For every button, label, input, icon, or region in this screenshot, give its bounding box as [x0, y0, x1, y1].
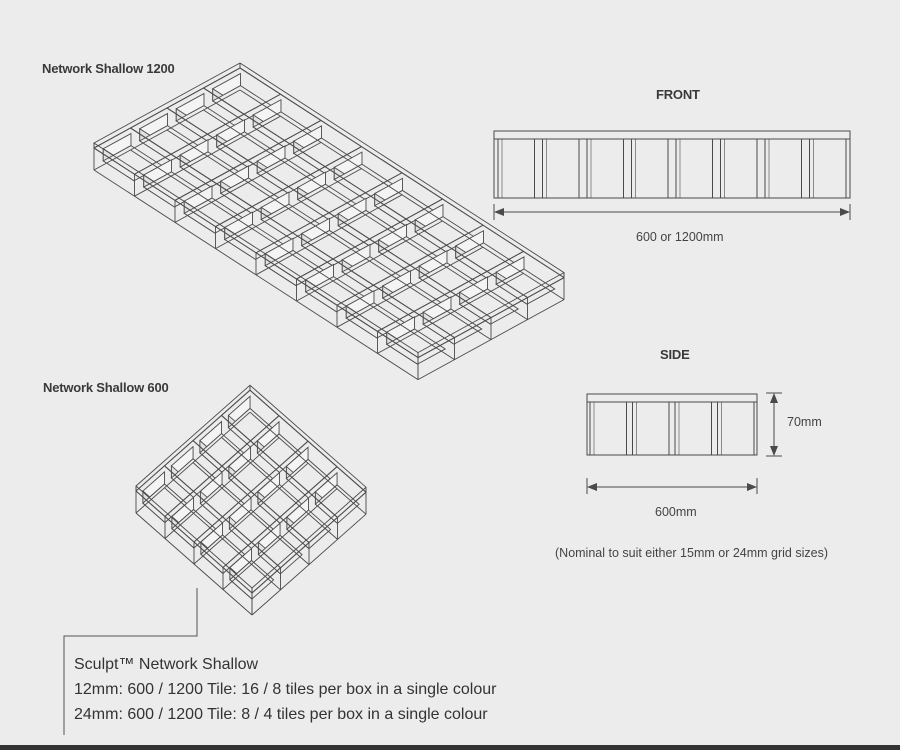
side-elevation — [587, 394, 757, 455]
side-height-dimension — [766, 393, 782, 456]
side-height-label: 70mm — [787, 415, 822, 429]
caption-line-product-name: Sculpt™ Network Shallow — [74, 656, 259, 673]
title-network-shallow-600: Network Shallow 600 — [43, 380, 169, 395]
product-caption — [74, 652, 496, 727]
side-heading: SIDE — [660, 347, 690, 362]
side-width-label: 600mm — [655, 505, 697, 519]
side-width-dimension — [587, 478, 757, 494]
isometric-view-600 — [136, 385, 366, 615]
caption-line-12mm: 12mm: 600 / 1200 Tile: 16 / 8 tiles per box in a single colour — [74, 681, 497, 698]
isometric-view-1200 — [94, 63, 564, 380]
front-width-label: 600 or 1200mm — [636, 230, 724, 244]
bottom-bar — [0, 745, 900, 750]
nominal-note: (Nominal to suit either 15mm or 24mm grid sizes) — [555, 546, 828, 560]
caption-line-24mm: 24mm: 600 / 1200 Tile: 8 / 4 tiles per box in a single colour — [74, 706, 488, 723]
title-network-shallow-1200: Network Shallow 1200 — [42, 61, 175, 76]
front-heading: FRONT — [656, 87, 700, 102]
front-width-dimension — [494, 204, 850, 220]
front-elevation — [494, 131, 850, 198]
